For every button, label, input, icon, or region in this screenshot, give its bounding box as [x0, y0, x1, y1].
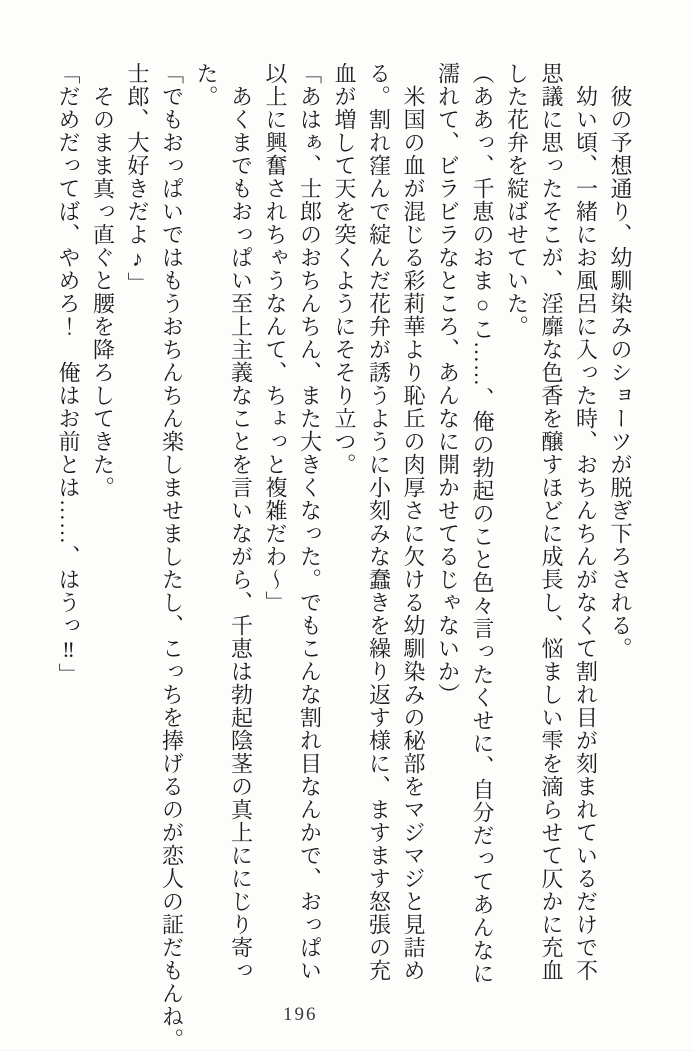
text-line: る。割れ窪んで綻んだ花弁が誘うように小刻みな蠢きを繰り返す様に、ますます怒張の充 [366, 62, 392, 982]
text-line: 士郎、大好きだよ♪」 [125, 62, 150, 295]
text-line: 思議に思ったそこが、淫靡な色香を醸すほどに成長し、悩ましい雫を滴らせて仄かに充血 [539, 62, 564, 982]
text-line: 以上に興奮されちゃうなんて、ちょっと複雑だわ〜」 [263, 62, 288, 614]
text-line: した花弁を綻ばせていた。 [504, 62, 530, 338]
text-line: そのまま真っ直ぐと腰を降ろしてきた。 [90, 62, 116, 499]
page-number: 196 [283, 1004, 318, 1025]
text-line: た。 [194, 62, 219, 108]
text-line: 米国の血が混じる彩莉華より恥丘の肉厚さに欠ける幼馴染みの秘部をマジマジと見詰め [401, 62, 426, 982]
text-line: 幼い頃、一緒にお風呂に入った時、おちんちんがなくて割れ目が刻まれているだけで不 [573, 62, 599, 982]
text-line: 「でもおっぱいではもうおちんちん楽しませましたし、こっちを捧げるのが恋人の証だもんね。 [159, 62, 185, 1051]
text-line: 血が増して天を突くようにそそり立つ。 [332, 62, 357, 476]
text-line: 濡れて、ビラビラなところ、あんなに開かせてるじゃないか） [435, 62, 461, 706]
text-line: （ああっ、千恵のおま○こ……、俺の勃起のこと色々言ったくせに、自分だってあんなに [470, 62, 495, 985]
text-line: あくまでもおっぱい至上主義なことを言いながら、千恵は勃起陰茎の真上ににじり寄っ [228, 62, 254, 982]
text-line: 「だめだってば、やめろ！ 俺はお前とは……、はうっ‼」 [56, 62, 81, 686]
text-line: 彼の予想通り、幼馴染みのショーツが脱ぎ下ろされる。 [608, 62, 633, 660]
text-line: 「あはぁ、士郎のおちんちん、また大きくなった。でもこんな割れ目なんかで、おっぱい [297, 62, 323, 982]
